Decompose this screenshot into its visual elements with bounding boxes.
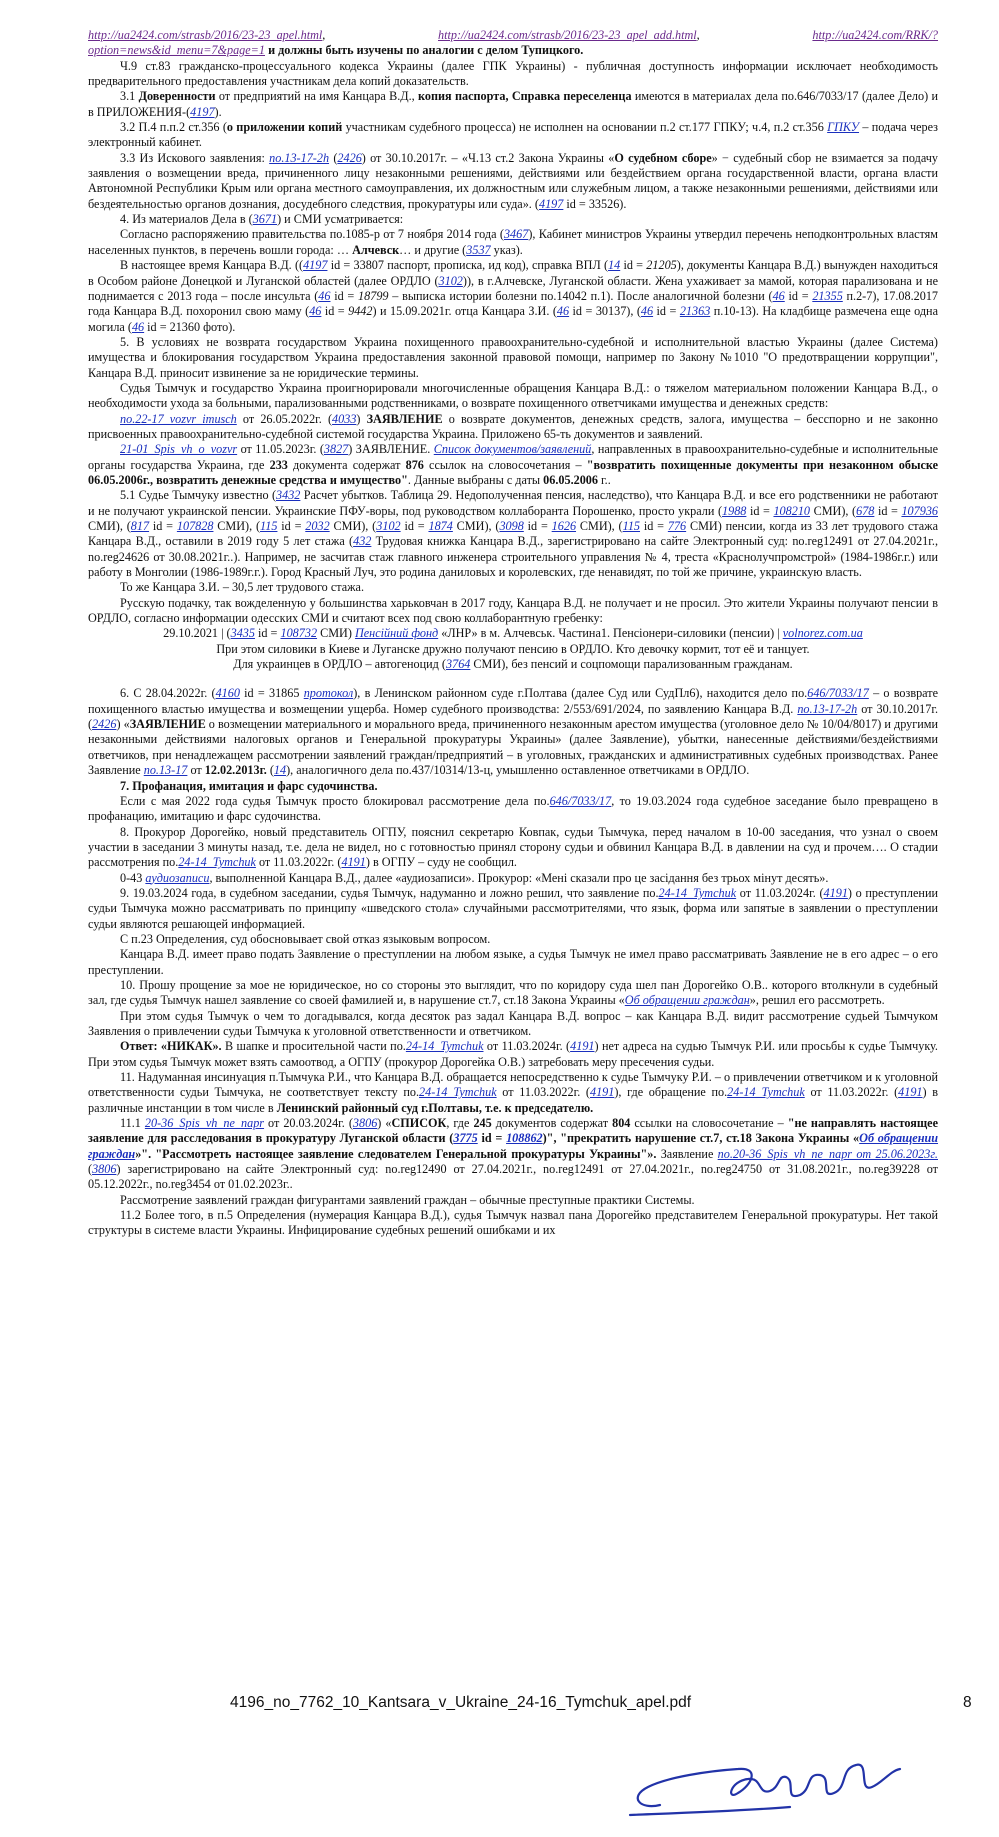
paragraph: Ответ: «НИКАК». В шапке и просительной части по.24-14_Tymchuk от 11.03.2024г. (4191) нет адреса на судью Тымчук Р.И. или просьбы к судье Тымчуку. При этом судья Тымчук может взять самоотвод, а ОГПУ (прокурор Дорогейка О.В.) затребовать меру пресечения судьи. [88, 1039, 938, 1069]
paragraph: При этом судья Тымчук о чем то догадывался, когда десяток раз задал Канцара В.Д. вопрос – как Канцара В.Д. видит рассмотрение судьей Тымчуком Заявления о привлечении судьи Тымчука к уголовной ответственности и ответчиком. [88, 1008, 938, 1038]
paragraph: Ч.9 ст.83 гражданско-процессуального кодекса Украины (далее ГПК Украины) - публичная доступность информации исключает необходимость предварительного предоставления участникам дела копий доказательств. [88, 58, 938, 89]
document-link[interactable]: 817 [130, 519, 150, 533]
paragraph: С п.23 Определения, суд обосновывает свой отказ языковым вопросом. [120, 931, 491, 946]
document-link[interactable]: 3806 [92, 1162, 117, 1177]
document-link[interactable]: ГПКУ [827, 120, 860, 135]
document-link[interactable]: по.13-17-2h [269, 150, 330, 165]
document-link[interactable]: 2426 [92, 717, 117, 732]
paragraph-spacer [88, 672, 938, 686]
paragraph: 11. Надуманная инсинуация п.Тымчука Р.И., что Канцара В.Д. обращается непосредственно к судье Тымчуку Р.И. – о привлечении ответчиком и к уголовной ответственности судьи Тымчука, не соответствует тексту по.24-14_Tymchuk от 11.03.2022г. (4191), где обращение по.24-14_Tymchuk от 11.03.2022г. (4191) в различные инстанции в том числе в Ленинский районный суд г.Полтавы, т.е. к председателю. [88, 1070, 938, 1115]
document-link[interactable]: Об обращении граждан [88, 1131, 939, 1161]
document-link[interactable]: протокол [303, 686, 354, 701]
paragraph: При этом силовики в Киеве и Луганске дружно получают пенсию в ОРДЛО. Кто девочку кормит, тот её и танцует. [216, 641, 810, 656]
document-link[interactable]: http://ua2424.com/strasb/2016/23-23_apel_add.html [438, 28, 697, 42]
document-link[interactable]: аудиозаписи [145, 870, 210, 885]
paragraph: Русскую подачку, так вожделенную у большинства харьковчан в 2017 году, Канцара В.Д. не получает и не просил. Это жители Украины получают пенсии в ОРДЛО, согласно информации одесских СМИ и считают всех под свою коллаборантную гребенку: [88, 595, 938, 626]
paragraph: 21-01_Spis_vh_o_vozvr от 11.05.2023г. (3827) ЗАЯВЛЕНИЕ. Список документов/заявлений, направленных в правоохранительно-судебные и исполнительные органы государства Украина, где 233 документа содержат 876 ссылок на словосочетания – "возвратить похищенные документы при незаконном обыске 06.05.2006г., возвратить денежные средства и имущество". Данные выбраны с даты 06.05.2006 г.. [88, 442, 938, 487]
document-link[interactable]: 46 [556, 304, 570, 319]
document-link[interactable]: 4160 [215, 686, 240, 701]
paragraph: 7. Профанация, имитация и фарс судочинства. [120, 778, 378, 793]
document-link[interactable]: 3764 [446, 657, 471, 672]
document-link[interactable]: 46 [309, 304, 322, 319]
paragraph: Рассмотрение заявлений граждан фигурантами заявлений граждан – обычные преступные практики Системы. [120, 1192, 695, 1207]
paragraph: http://ua2424.com/strasb/2016/23-23_apel.html, http://ua2424.com/strasb/2016/23-23_apel_add.html, http://ua2424.com/RRK/?option=news&id_menu=7&page=1 и должны быть изучены по аналогии с делом Тупицкого. [88, 28, 939, 58]
paragraph: 4. Из материалов Дела в (3671) и СМИ усматривается: [120, 212, 404, 227]
footer-filename: 4196_no_7762_10_Kantsara_v_Ukraine_24-16_Tymchuk_apel.pdf [230, 1694, 692, 1711]
document-link[interactable]: 108210 [773, 503, 811, 518]
document-link[interactable]: Список документов/заявлений [433, 442, 592, 457]
paragraph: 5. В условиях не возврата государством Украина похищенного правоохранительно-судебной и исполнительной властью Украины (далее Система) имущества и блокирования государством Украина предоставления законной правовой помощи, например по Закону №1010 "О предотвращении коррупции", Канцара В.Д. приносит извинение за не юридические термины. [88, 334, 938, 380]
paragraph: 8. Прокурор Дорогейко, новый представитель ОГПУ, пояснил секретарю Ковпак, судьи Тымчука, перед началом в 10-00 заседания, что узнал о своем участии в заседании 3 минуты назад, т.е. дела не видел, но с готовностью принял сторону судьи и обвинил Канцара В.Д. в давлении на суд и прочем…. О стадии рассмотрения по.24-14_Tymchuk от 11.03.2022г. (4191) в ОГПУ – суду не сообщил. [88, 824, 938, 870]
document-link[interactable]: 24-14_Tymchuk [658, 885, 737, 900]
page-footer [0, 1694, 999, 1714]
document-link[interactable]: http://ua2424.com/strasb/2016/23-23_apel.html [88, 28, 323, 42]
document-link[interactable]: 4033 [332, 411, 357, 426]
document-link[interactable]: 3102 [438, 273, 463, 288]
document-link[interactable]: Об обращении граждан [624, 993, 750, 1008]
document-link[interactable]: volnorez.com.ua [782, 626, 863, 641]
document-link[interactable]: 46 [131, 319, 145, 334]
document-link[interactable]: http://ua2424.com/RRK/?option=news&id_menu=7&page=1 [88, 28, 939, 58]
paragraph: 3.3 Из Искового заявления: по.13-17-2h (2426) от 30.10.2017г. – «Ч.13 ст.2 Закона Украины «О судебном сборе» − судебный сбор не взимается за подачу заявления о возмещении вреда, причиненного лицу незаконными решениями, действиями или бездействием органа государственной власти, органа власти Автономной Республики Крым или органа местного самоуправления, их должностным или служебным лицом, а также незаконными решениями, действиями или бездеятельностью органов дознания, досудебного следствия, прокуратуры или суда». (4197 id = 33526). [88, 150, 939, 211]
document-link[interactable]: 14 [273, 763, 287, 778]
document-link[interactable]: 3775 [453, 1131, 478, 1146]
paragraph: Судья Тымчук и государство Украина проигнорировали многочисленные обращения Канцара В.Д.: о тяжелом материальном положении Канцара В.Д., о необходимости ухода за больными, парализованными родственниками, о возврате похищенного ответчиками имущества и денежных средств: [88, 380, 938, 411]
paragraph: Канцара В.Д. имеет право подать Заявление о преступлении на любом языке, а судья Тымчук не имел право рассматривать Заявление не в его адрес – о его преступлении. [88, 947, 938, 977]
document-link[interactable]: 21355 [812, 288, 843, 303]
document-link[interactable]: по.13-17 [143, 763, 188, 778]
document-link[interactable]: 646/7033/17 [807, 686, 869, 701]
document-link[interactable]: 107936 [901, 503, 938, 518]
document-link[interactable]: по.13-17-2h [797, 701, 858, 716]
document-link[interactable]: 4191 [341, 855, 366, 870]
document-link[interactable]: 3827 [323, 442, 349, 457]
document-link[interactable]: 678 [856, 503, 875, 518]
paragraph: Для украинцев в ОРДЛО – автогеноцид (3764 СМИ), без пенсий и соцпомощи парализованным гражданам. [233, 657, 793, 672]
paragraph: 3.1 Доверенности от предприятий на имя Канцара В.Д., копия паспорта, Справка переселенца имеются в материалах дела по.646/7033/17 (далее Дело) и в ПРИЛОЖЕНИЯ-(4197). [88, 89, 938, 119]
document-link[interactable]: 2426 [337, 150, 362, 165]
document-link[interactable]: 21-01_Spis_vh_o_vozvr [120, 442, 238, 457]
document-link[interactable]: 46 [772, 288, 785, 303]
document-link[interactable]: 4191 [589, 1085, 615, 1100]
document-link[interactable]: 14 [608, 258, 621, 273]
document-link[interactable]: 46 [640, 304, 654, 319]
paragraph: no.22-17_vozvr_imusch от 26.05.2022г. (4033) ЗАЯВЛЕНИЕ о возврате документов, денежных средств, залога, имущества – бесспорно и не законно присвоенных правоохранительно-судебной системой государства Украина. Приложено 65-ть документов и заявлений. [88, 411, 938, 441]
paragraph: 9. 19.03.2024 года, в судебном заседании, судья Тымчук, надуманно и ложно решил, что заявление по.24-14_Tymchuk от 11.03.2024г. (4191) о преступлении судьи Тымчука можно рассматривать по принципу «шведского стола» случайными рассмотрителями, что язык, форма или запятые в заявлении о преступлении судьи являются решающей информацией. [88, 885, 938, 931]
document-link[interactable]: 24-14_Tymchuk [419, 1085, 497, 1100]
document-link[interactable]: 3435 [230, 626, 255, 641]
document-link[interactable]: 3102 [376, 519, 401, 533]
document-link[interactable]: 108732 [280, 626, 318, 641]
document-link[interactable]: 3671 [252, 212, 278, 227]
document-link[interactable]: 3537 [466, 242, 491, 257]
paragraph: То же Канцара З.И. – 30,5 лет трудового стажа. [120, 580, 364, 595]
document-link[interactable]: 3467 [503, 227, 529, 242]
document-link[interactable]: 24-14_Tymchuk [178, 855, 256, 870]
document-link[interactable]: 646/7033/17 [549, 793, 612, 808]
document-link[interactable]: no.20-36_Spis_vh_ne_napr от 25.06.2023г. [717, 1146, 938, 1161]
document-link[interactable]: 46 [318, 288, 331, 303]
paragraph: 11.1 20-36_Spis_vh_ne_napr от 20.03.2024г. (3806) «СПИСОК, где 245 документов содержат 804 ссылки на словосочетание – "не направлять настоящее заявление для расследования в прокуратуру Луганской области (3775 id = 108862)", "прекратить нарушение ст.7, ст.18 Закона Украины «Об обращении граждан»". "Рассмотреть настоящее заявление следователем Генеральной прокуратуры Украины"». Заявление no.20-36_Spis_vh_ne_napr от 25.06.2023г. (3806) зарегистрировано на сайте Электронный суд: no.reg12490 от 27.04.2021г., no.reg12491 от 27.04.2021г., no.reg24750 от 31.08.2021г., no.reg39228 от 05.12.2022г., no.reg3454 от 01.02.2023г.. [88, 1116, 939, 1192]
paragraph: 0-43 аудиозаписи, выполненной Канцара В.Д., далее «аудиозаписи». Прокурор: «Мені сказали про це засідання без трьох мінут десять». [120, 870, 829, 885]
document-link[interactable]: 776 [667, 519, 687, 533]
document-link[interactable]: 3806 [352, 1116, 378, 1131]
document-link[interactable]: 4191 [570, 1039, 595, 1054]
document-link[interactable]: 4191 [823, 885, 848, 900]
document-link[interactable]: 3098 [499, 519, 524, 533]
paragraph: Согласно распоряжению правительства по.1085-р от 7 ноября 2014 года (3467), Кабинет министров Украины утвердил перечень неподконтрольных властям населенных пунктов, в перечень вошли города: … Алчевск… и другие (3537 указ). [88, 227, 939, 257]
page-number: 8 [963, 1694, 972, 1711]
document-link[interactable]: 432 [353, 534, 372, 549]
document-link[interactable]: 4197 [190, 104, 215, 119]
document-link[interactable]: 3432 [276, 488, 301, 503]
document-link[interactable]: 4197 [538, 196, 564, 211]
paragraph: 11.2 Более того, в п.5 Определения (нумерация Канцара В.Д.), судья Тымчук назвал пана Дорогейко представителем Генеральной прокуратуры. Нет такой структуры в системе власти Украины. Инфицирование судебных решений ошибками и их [88, 1208, 938, 1238]
document-link[interactable]: 1988 [722, 503, 747, 518]
document-link[interactable]: 20-36_Spis_vh_ne_napr [144, 1116, 265, 1131]
document-link[interactable]: Пенсійний фонд [354, 626, 439, 641]
document-link[interactable]: 1626 [551, 519, 577, 533]
paragraph: 6. С 28.04.2022г. (4160 id = 31865 протокол), в Ленинском районном суде г.Полтава (далее Суд или СудПл6), находится дело по.646/7033/17 – о возврате похищенного властью имущества и возмещении ущерба. Номер судебного производства: 2/553/691/2024, по заявлению Канцара В.Д. по.13-17-2h от 30.10.2017г. (2426) «ЗАЯВЛЕНИЕ о возмещении материального и морального вреда, причиненного незаконным арестом имущества (уголовное дело № 10/04/8017) и другими незаконными действиями налоговых органов и Генеральной прокуратуры Украины» (далее Заявление), убытки, нанесенные действиями/бездействиями ответчиков, при ненадлежащем рассмотрении заявлений граждан/предприятий – в уголовных, гражданских и административных судебных производствах. Ранее Заявление по.13-17 от 12.02.2013г. (14), аналогичного дела по.437/10314/13-ц, умышленно оставленное ответчиками в ОРДЛО. [88, 686, 938, 778]
document-link[interactable]: 108862 [506, 1131, 543, 1146]
document-link[interactable]: 4191 [898, 1085, 923, 1100]
document-link[interactable]: no.22-17_vozvr_imusch [120, 411, 237, 426]
paragraph: 3.2 П.4 п.п.2 ст.356 (о приложении копий участникам судебного процесса) не исполнен на основании п.2 ст.177 ГПКУ; ч.4, п.2 ст.356 ГПКУ – подача через электронный кабинет. [88, 120, 938, 150]
document-link[interactable]: 1874 [428, 519, 453, 533]
document-link[interactable]: 115 [622, 519, 641, 533]
document-link[interactable]: 4197 [303, 258, 328, 273]
document-link[interactable]: 2032 [305, 519, 330, 533]
document-body [88, 28, 938, 1239]
paragraph: 5.1 Судье Тымчуку известно (3432 Расчет убытков. Таблица 29. Недополученная пенсия, наследство), что Канцара В.Д. и все его родственники не работают и не получают украинской пенсии. Украинские ПФУ-воры, под руководством коллаборанта Порошенко, просто украли (1988 id = 108210 СМИ), (678 id = 107936 СМИ), (817 id = 107828 СМИ), (115 id = 2032 СМИ), (3102 id = 1874 СМИ), (3098 id = 1626 СМИ), (115 id = 776 СМИ) пенсии, когда из 33 лет трудового стажа Канцара В.Д., оставили в 2019 году 5 лет стажа (432 Трудовая книжка Канцара В.Д., зарегистрировано на сайте Электронный суд: no.reg12491 от 27.04.2021г., no.reg24626 от 30.08.2021г..). Например, не засчитав стаж главного инженера строительного управления № 4, треста «Краснолучпромстрой» (1984-1986г.г.) или работу в Монголии (1986-1989г.г.). Город Красный Луч, это родина даниловых и королевских, где ненавидят, по той же причине, украинскую власть. [88, 488, 939, 580]
paragraph: 29.10.2021 | (3435 id = 108732 СМИ) Пенсійний фонд «ЛНР» в м. Алчевськ. Частина1. Пенсіонери-силовики (пенсии) | volnorez.com.ua [163, 626, 863, 641]
paragraph: 10. Прошу прощение за мое не юридическое, но со стороны это выглядит, что по коридору суда шел пан Дорогейко О.В.. которого втолкнули в судебный зал, где судья Тымчук нашел заявление со своей фамилией и, в нарушение ст.7, ст.18 Закона Украины «Об обращении граждан», решил его рассмотреть. [88, 977, 938, 1008]
document-link[interactable]: 115 [260, 519, 278, 533]
document-link[interactable]: 21363 [679, 304, 711, 319]
document-link[interactable]: 24-14_Tymchuk [405, 1039, 484, 1054]
paragraph: Если с мая 2022 года судья Тымчук просто блокировал рассмотрение дела по.646/7033/17, то 19.03.2024 года судебное заседание было превращено в профанацию, имитацию и фарс судочинства. [88, 793, 938, 824]
signature-icon [620, 1735, 910, 1835]
document-link[interactable]: 107828 [176, 519, 214, 533]
paragraph: В настоящее время Канцара В.Д. ((4197 id = 33807 паспорт, прописка, ид код), справка ВПЛ (14 id = 21205), документы Канцара В.Д.) вынужден находиться в Особом районе Донецкой и Луганской областей (далее ОРДЛО (3102)), в г.Алчевске, Луганской области. Жена ухаживает за мамой, которая парализована и не поднимается с 2013 года – после инсульта (46 id = 18799 – выписка истории болезни по.14042 п.1). После аналогичной болезни (46 id = 21355 п.2-7), 17.08.2017 года Канцара В.Д. похоронил свою маму (46 id = 9442) и 15.09.2021г. отца Канцара З.И. (46 id = 30137), (46 id = 21363 п.10-13). На кладбище размечена еще одна могила (46 id = 21360 фото). [88, 258, 939, 334]
document-link[interactable]: 24-14_Tymchuk [727, 1085, 805, 1100]
